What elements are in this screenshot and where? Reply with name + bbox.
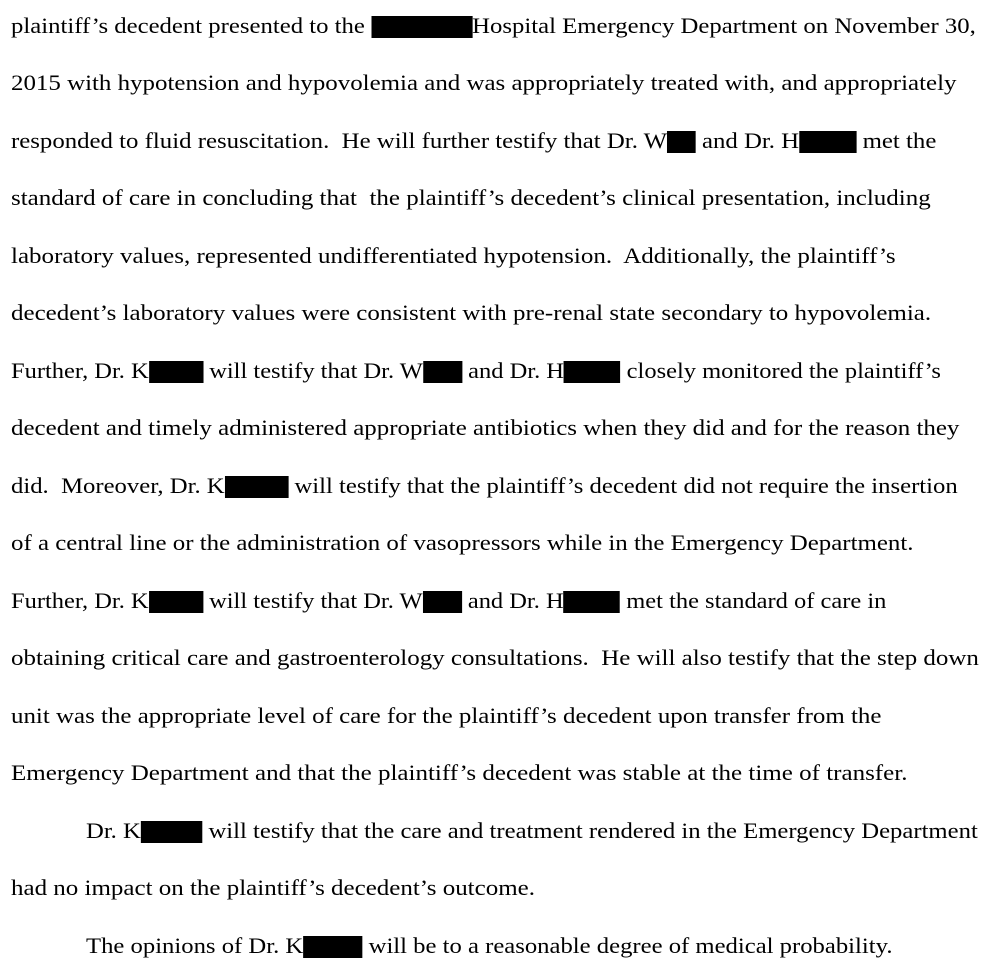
line-text: met the standard of care in (620, 588, 887, 613)
redaction-box (225, 476, 289, 498)
line-text: will be to a reasonable degree of medical probability. (362, 933, 893, 958)
text-line (11, 357, 941, 385)
line-text: laboratory values, represented undifferentiated hypotension. Additionally, the plaintiff’s (11, 243, 896, 268)
redaction-box (371, 16, 472, 38)
line-text: decedent and timely administered appropriate antibiotics when they did and for the reason they (11, 415, 960, 440)
line-text: Further, Dr. K (11, 588, 149, 613)
line-text: will testify that Dr. W (203, 358, 423, 383)
line-text: Emergency Department and that the plaintiff’s decedent was stable at the time of transfer. (11, 760, 908, 785)
redaction-box (141, 821, 202, 843)
text-line (11, 69, 956, 97)
line-text: and Dr. H (695, 128, 800, 153)
line-text: responded to fluid resuscitation. He will further testify that Dr. W (11, 128, 668, 153)
redaction-box (667, 131, 696, 153)
line-text: of a central line or the administration of vasopressors while in the Emergency Department. (11, 530, 914, 555)
line-text: obtaining critical care and gastroenterology consultations. He will also testify that the step down (11, 645, 979, 670)
line-text: had no impact on the plaintiff’s decedent’s outcome. (11, 875, 535, 900)
redaction-box (564, 591, 621, 613)
line-text: will testify that the care and treatment rendered in the Emergency Department (202, 818, 978, 843)
line-text: will testify that Dr. W (202, 588, 423, 613)
line-text: 2015 with hypotension and hypovolemia and was appropriately treated with, and appropriately (11, 70, 957, 95)
text-line (11, 587, 886, 615)
line-text: closely monitored the plaintiff’s (620, 358, 941, 383)
line-text: decedent’s laboratory values were consistent with pre-renal state secondary to hypovolemia. (11, 300, 932, 325)
redaction-box (799, 131, 856, 153)
text-line (11, 874, 535, 902)
line-text: Dr. K (86, 818, 141, 843)
line-text: standard of care in concluding that the plaintiff’s decedent’s clinical presentation, including (11, 185, 931, 210)
redaction-box (149, 361, 203, 383)
text-line (11, 242, 896, 270)
text-line (11, 299, 931, 327)
line-text: met the (856, 128, 937, 153)
text-line (11, 529, 914, 557)
redaction-box (149, 591, 203, 613)
line-text: plaintiff’s decedent presented to the (11, 13, 372, 38)
text-line (11, 127, 936, 155)
line-text: Hospital Emergency Department on November 30, (472, 13, 976, 38)
text-line (11, 759, 907, 787)
text-line (11, 414, 959, 442)
redaction-box (303, 936, 362, 958)
paragraph-first-line (86, 932, 893, 960)
redaction-box (564, 361, 621, 383)
line-text: and Dr. H (462, 358, 564, 383)
text-line (11, 12, 976, 40)
line-text: unit was the appropriate level of care for the plaintiff’s decedent upon transfer from the (11, 703, 882, 728)
text-line (11, 184, 931, 212)
redaction-box (423, 591, 462, 613)
text-line (11, 702, 881, 730)
line-text: Further, Dr. K (11, 358, 149, 383)
line-text: will testify that the plaintiff’s decedent did not require the insertion (288, 473, 958, 498)
text-line (11, 472, 958, 500)
line-text: and Dr. H (461, 588, 564, 613)
paragraph-first-line (86, 817, 978, 845)
text-line (11, 644, 979, 672)
line-text: The opinions of Dr. K (86, 933, 304, 958)
line-text: did. Moreover, Dr. K (11, 473, 225, 498)
redaction-box (423, 361, 462, 383)
